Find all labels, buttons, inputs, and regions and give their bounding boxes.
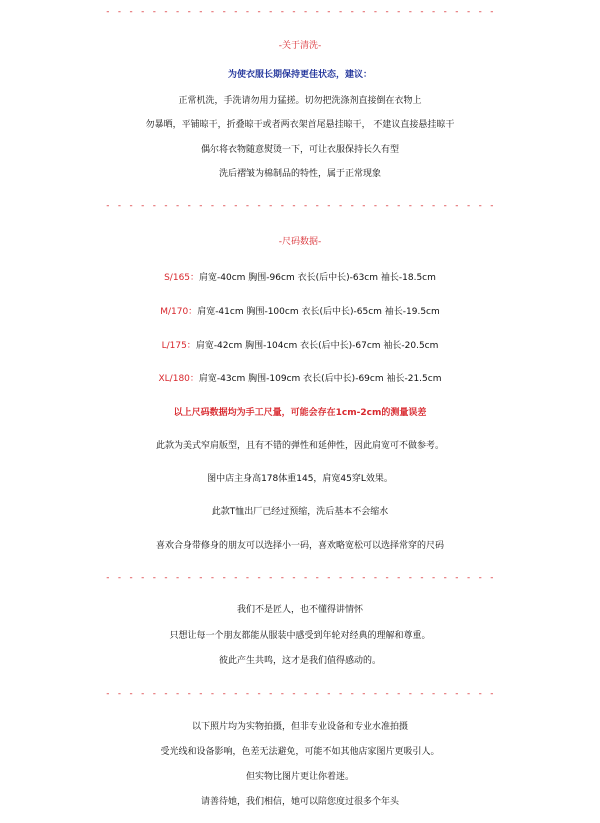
- photo-note-line: 以下照片均为实物拍摄，但非专业设备和专业水准拍摄: [191, 722, 408, 732]
- section-divider: - - - - - - - - - - - - - - - - - - - - - - - - - - - - - - - - - -: [105, 201, 495, 211]
- size-spec: 肩宽-42cm 胸围-104cm 衣长(后中长)-67cm 袖长-20.5cm: [195, 341, 439, 351]
- section-divider: - - - - - - - - - - - - - - - - - - - - - - - - - - - - - - - - - -: [105, 7, 495, 17]
- measurement-warning: 以上尺码数据均为手工尺量，可能会存在1cm-2cm的测量误差: [173, 408, 427, 418]
- size-heading: -尺码数据-: [278, 237, 322, 247]
- story-line: 我们不是匠人，也不懂得讲情怀: [236, 605, 363, 615]
- size-spec: 肩宽-41cm 胸围-100cm 衣长(后中长)-65cm 袖长-19.5cm: [197, 307, 440, 317]
- photo-note-line: 请善待她，我们相信，她可以陪您度过很多个年头: [200, 797, 399, 807]
- size-row-l: [0, 336, 600, 356]
- size-note: 此款T恤出厂已经过预缩，洗后基本不会缩水: [211, 507, 389, 517]
- section-divider: - - - - - - - - - - - - - - - - - - - - - - - - - - - - - - - - - -: [105, 573, 495, 583]
- size-note: 此款为美式窄肩版型，且有不错的弹性和延伸性，因此肩宽可不做参考。: [155, 441, 444, 451]
- care-line: 正常机洗，手洗请勿用力猛搓。切勿把洗涤剂直接倒在衣物上: [178, 96, 422, 106]
- story-line: 只想让每一个朋友都能从服装中感受到年轮对经典的理解和尊重。: [169, 631, 431, 641]
- size-spec: 肩宽-40cm 胸围-96cm 衣长(后中长)-63cm 袖长-18.5cm: [199, 273, 436, 283]
- care-subtitle: 为使衣服长期保持更佳状态，建议：: [227, 70, 372, 80]
- size-row-s: [0, 268, 600, 288]
- size-row-xl: [0, 369, 600, 389]
- care-line: 偶尔将衣物随意熨烫一下，可让衣服保持长久有型: [200, 145, 399, 155]
- care-line: 洗后褶皱为棉制品的特性，属于正常现象: [218, 169, 381, 179]
- section-divider: - - - - - - - - - - - - - - - - - - - - - - - - - - - - - - - - - -: [105, 689, 495, 699]
- size-label: XL/180：: [158, 374, 199, 384]
- size-row-m: [0, 302, 600, 322]
- size-label: M/170：: [160, 307, 198, 317]
- size-note: 图中店主身高178体重145，肩宽45穿L效果。: [207, 474, 393, 484]
- care-heading: -关于清洗-: [278, 41, 322, 51]
- photo-note-line: 受光线和设备影响，色差无法避免，可能不如其他店家图片更吸引人。: [160, 747, 440, 757]
- size-note: 喜欢合身带修身的朋友可以选择小一码，喜欢略宽松可以选择常穿的尺码: [155, 541, 444, 551]
- size-spec: 肩宽-43cm 胸围-109cm 衣长(后中长)-69cm 袖长-21.5cm: [198, 374, 442, 384]
- size-label: S/165：: [164, 273, 200, 283]
- size-label: L/175：: [161, 341, 196, 351]
- care-line: 勿暴晒，平铺晾干，折叠晾干或者两衣架首尾悬挂晾干， 不建议直接悬挂晾干: [145, 120, 455, 130]
- story-line: 彼此产生共鸣，这才是我们值得感动的。: [218, 656, 381, 666]
- photo-note-line: 但实物比图片更让你着迷。: [245, 772, 354, 782]
